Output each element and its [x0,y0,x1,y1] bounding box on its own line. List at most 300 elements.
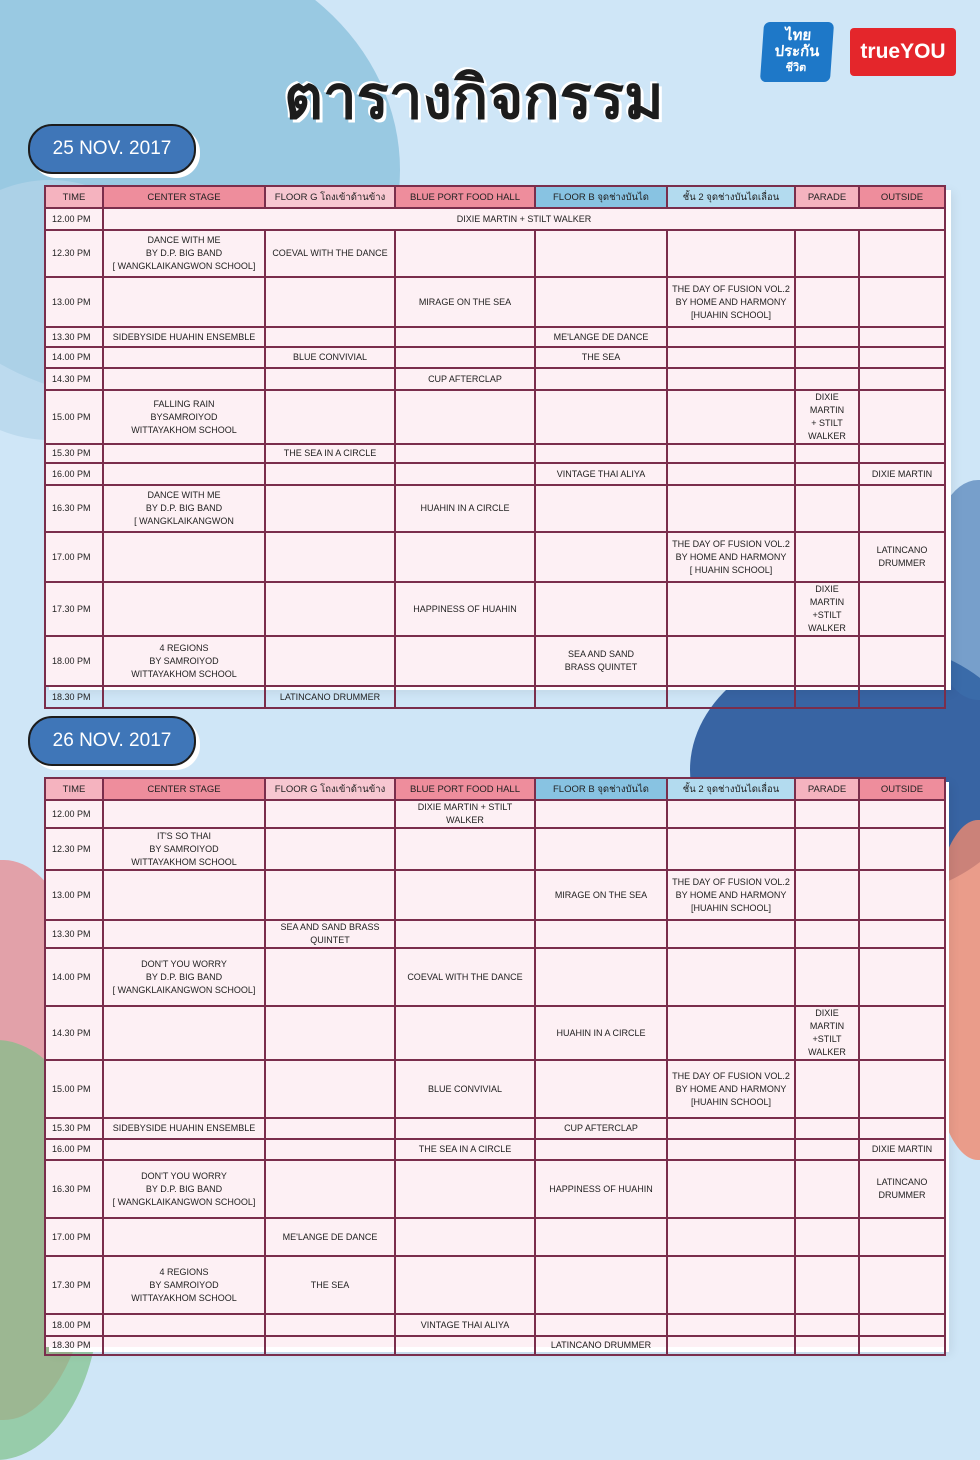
event-line: WITTAYAKHOM SCHOOL [131,668,237,679]
event-cell-fl2 [667,1218,795,1256]
event-cell-outside [859,1006,945,1060]
event-cell-floorg [265,347,395,368]
event-line: [ HUAHIN SCHOOL] [689,564,773,575]
event-cell-blue [395,1314,535,1336]
event-line: VINTAGE THAI ALIYA [420,1319,510,1330]
logo-line-2: ประกัน [773,43,821,60]
event-cell-outside [859,532,945,582]
event-cell-center [103,444,265,463]
event-cell-parade [795,948,859,1006]
event-cell-floorb [535,1314,667,1336]
event-line: +STILT WALKER [808,610,846,633]
event-cell-center [103,1256,265,1314]
event-line: BY SAMROIYOD [149,655,219,666]
event-cell-parade [795,686,859,708]
event-cell-floorg [265,686,395,708]
schedule-sheet-day1 [44,185,946,702]
event-line: FALLING RAIN [153,398,215,409]
event-line: THE SEA [310,1279,350,1290]
event-line: BY D.P. BIG BAND [145,971,223,982]
event-cell-fl2 [667,1139,795,1160]
event-line: DANCE WITH ME [147,490,221,500]
event-line: WITTAYAKHOM SCHOOL [131,1292,237,1303]
event-cell-floorb [535,277,667,327]
event-cell-fl2 [667,485,795,532]
event-cell-outside [859,1314,945,1336]
event-cell-fl2 [667,1314,795,1336]
logo-line-1: ไทย [784,27,812,44]
event-line: THE SEA [581,352,621,362]
event-cell-floorb [535,1218,667,1256]
table-row [45,532,945,582]
time-cell: 14.00 PM [45,948,103,1006]
event-cell-parade [795,532,859,582]
event-cell-fl2 [667,582,795,636]
event-cell-fl2 [667,230,795,277]
table-row [45,1336,945,1355]
event-cell-fl2 [667,444,795,463]
event-line: MIRAGE ON THE SEA [418,296,512,307]
event-cell-floorb [535,463,667,485]
event-cell-floorg [265,1160,395,1218]
time-cell: 12.30 PM [45,230,103,277]
event-cell-blue [395,1256,535,1314]
event-line: BY D.P. BIG BAND [145,503,223,513]
time-cell: 14.00 PM [45,347,103,368]
event-cell-center [103,390,265,444]
header-row [45,186,945,208]
event-line: [ WANGKLAIKANGWON SCHOOL] [112,261,256,271]
time-cell: 15.00 PM [45,1060,103,1118]
event-cell-parade [795,1314,859,1336]
event-cell-outside [859,277,945,327]
table-row [45,1256,945,1314]
event-cell-blue [395,686,535,708]
event-cell-floorg [265,1314,395,1336]
event-line: DIXIE MARTIN [871,1144,933,1154]
event-cell-floorb [535,1006,667,1060]
table-row [45,208,945,230]
table-row [45,485,945,532]
event-cell-outside [859,800,945,828]
event-cell-fl2 [667,1118,795,1139]
event-line: [HUAHIN SCHOOL] [690,902,771,913]
event-cell-fl2 [667,390,795,444]
event-cell-blue [395,1006,535,1060]
event-line: BY D.P. BIG BAND [145,248,223,258]
event-cell-fl2 [667,463,795,485]
event-cell-outside [859,347,945,368]
event-cell-center [103,920,265,948]
time-cell: 17.30 PM [45,582,103,636]
event-cell-floorb [535,686,667,708]
event-line: BRASS QUINTET [564,662,638,672]
event-cell-fl2 [667,347,795,368]
event-cell-outside [859,368,945,390]
event-cell-fl2 [667,828,795,870]
table-row [45,444,945,463]
event-cell-floorg [265,390,395,444]
thai-prakan-logo [760,22,834,82]
event-line: 4 REGIONS [159,1266,209,1277]
table-row [45,1006,945,1060]
event-cell-floorg [265,1006,395,1060]
event-line: DANCE WITH ME [147,235,221,245]
time-cell: 18.00 PM [45,1314,103,1336]
event-cell-blue [395,920,535,948]
event-cell-parade [795,1060,859,1118]
time-cell: 13.30 PM [45,327,103,347]
event-cell-blue [395,582,535,636]
table-row [45,368,945,390]
event-cell-parade [795,828,859,870]
event-cell-center [103,828,265,870]
event-line: LATINCANO [876,545,928,555]
time-cell: 18.00 PM [45,636,103,686]
date-badge-day1: 25 NOV. 2017 [28,124,196,174]
time-cell: 12.00 PM [45,208,103,230]
event-cell-center [103,485,265,532]
event-cell-fl2 [667,1336,795,1355]
event-line: SIDEBYSIDE HUAHIN ENSEMBLE [112,331,256,342]
event-cell-blue [395,277,535,327]
event-cell-parade [795,800,859,828]
event-cell-outside [859,1139,945,1160]
event-cell-fl2 [667,800,795,828]
page-title: ตารางกิจกรรม [284,64,664,131]
event-line: THE DAY OF FUSION VOL.2 [672,876,790,887]
time-cell: 13.00 PM [45,277,103,327]
event-cell-center [103,686,265,708]
event-line: MIRAGE ON THE SEA [554,889,648,900]
event-line: VINTAGE THAI ALIYA [556,468,646,479]
date-badge-day2: 26 NOV. 2017 [28,716,196,766]
event-line: CUP AFTERCLAP [428,373,502,384]
event-cell-blue [395,368,535,390]
event-cell-parade [795,463,859,485]
event-cell-outside [859,870,945,920]
event-cell-center [103,327,265,347]
event-cell-outside [859,636,945,686]
header-row [45,778,945,800]
table-row [45,828,945,870]
event-line: DRUMMER [878,1190,926,1200]
event-cell-outside [859,1060,945,1118]
event-cell-floorg [265,636,395,686]
event-cell-floorg [265,230,395,277]
event-line: SIDEBYSIDE HUAHIN ENSEMBLE [112,1123,256,1133]
event-line: BY HOME AND HARMONY [675,889,787,900]
event-line: LATINCANO DRUMMER [279,691,381,702]
event-cell-fl2 [667,532,795,582]
event-cell-parade [795,368,859,390]
event-cell-floorg [265,463,395,485]
time-cell: 13.30 PM [45,920,103,948]
table-row [45,1139,945,1160]
event-cell-blue [395,1160,535,1218]
event-cell-parade [795,277,859,327]
event-cell-center [103,1218,265,1256]
event-cell-outside [859,1218,945,1256]
trueyou-logo: trueYOU [850,28,956,76]
event-cell-floorg [265,532,395,582]
event-cell-blue [395,1139,535,1160]
event-cell-floorg [265,1118,395,1139]
event-cell-floorg [265,1060,395,1118]
event-line: DIXIE MARTIN [871,468,933,479]
event-cell-floorb [535,948,667,1006]
event-line: LATINCANO [876,1177,928,1187]
event-cell-parade [795,390,859,444]
event-cell-center [103,636,265,686]
event-cell-floorb [535,800,667,828]
table-row [45,800,945,828]
event-line: [ WANGKLAIKANGWON SCHOOL] [112,1196,256,1207]
event-line: BY HOME AND HARMONY [675,551,787,562]
column-header: FLOOR G โถงเข้าด้านข้าง [265,778,395,800]
event-line: THE SEA IN A CIRCLE [418,1144,512,1154]
column-header: TIME [45,186,103,208]
event-cell-blue [395,463,535,485]
time-cell: 17.30 PM [45,1256,103,1314]
time-cell: 15.30 PM [45,444,103,463]
event-cell-blue [395,1336,535,1355]
event-line: BY SAMROIYOD [149,843,219,854]
event-cell-center [103,532,265,582]
event-cell-floorb [535,327,667,347]
event-cell-center [103,582,265,636]
event-line: ME'LANGE DE DANCE [553,331,649,342]
event-line: +STILT WALKER [808,1034,846,1057]
time-cell: 12.00 PM [45,800,103,828]
event-cell-blue [395,870,535,920]
table-row [45,277,945,327]
event-line: HUAHIN IN A CIRCLE [420,503,510,513]
event-cell-outside [859,1336,945,1355]
event-cell-parade [795,1218,859,1256]
column-header: BLUE PORT FOOD HALL [395,778,535,800]
event-cell-blue [395,485,535,532]
event-cell-center [103,1006,265,1060]
event-line: THE SEA IN A CIRCLE [283,448,377,458]
event-line: + STILT WALKER [808,418,846,441]
event-cell-floorb [535,390,667,444]
column-header: ชั้น 2 จุดช่างบันไดเลื่อน [667,778,795,800]
event-cell-blue [395,1118,535,1139]
event-line: [HUAHIN SCHOOL] [690,1096,771,1107]
event-line: DIXIE MARTIN [809,1008,845,1031]
event-cell-outside [859,582,945,636]
event-cell-center [103,277,265,327]
event-cell-blue [395,444,535,463]
event-cell-center [103,1336,265,1355]
time-cell: 17.00 PM [45,532,103,582]
event-cell-center [103,1314,265,1336]
event-cell-blue [395,948,535,1006]
event-cell-floorb [535,1118,667,1139]
event-cell-floorg [265,1336,395,1355]
event-cell-blue [395,636,535,686]
column-header: OUTSIDE [859,186,945,208]
table-row [45,948,945,1006]
time-cell: 15.00 PM [45,390,103,444]
event-cell-center [103,948,265,1006]
event-cell-center [103,800,265,828]
event-cell-fl2 [667,1256,795,1314]
event-cell-outside [859,1256,945,1314]
table-row [45,1118,945,1139]
column-header: CENTER STAGE [103,186,265,208]
event-line: BY HOME AND HARMONY [675,1083,787,1094]
event-line: 4 REGIONS [159,642,209,653]
event-cell-center [103,463,265,485]
time-cell: 18.30 PM [45,686,103,708]
column-header: ชั้น 2 จุดช่างบันไดเลื่อน [667,186,795,208]
event-cell-floorb [535,368,667,390]
column-header: FLOOR B จุดช่างบันได [535,186,667,208]
event-cell-floorg [265,485,395,532]
event-line: SEA AND SAND [567,649,635,659]
time-cell: 14.30 PM [45,1006,103,1060]
column-header: TIME [45,778,103,800]
event-cell-floorb [535,582,667,636]
table-row [45,230,945,277]
event-cell-fl2 [667,1006,795,1060]
event-cell-fl2 [667,277,795,327]
event-cell-floorg [265,1218,395,1256]
event-cell-floorg [265,444,395,463]
table-row [45,390,945,444]
event-cell-blue [395,532,535,582]
event-cell-center [103,347,265,368]
event-cell-parade [795,1256,859,1314]
event-line: DIXIE MARTIN [809,392,845,415]
event-cell-parade [795,1118,859,1139]
event-line: DON'T YOU WORRY [141,1170,227,1181]
time-cell: 16.00 PM [45,1139,103,1160]
event-line: THE DAY OF FUSION VOL.2 [672,1070,790,1081]
event-cell-blue [395,1060,535,1118]
event-cell-outside [859,230,945,277]
event-cell-floorb [535,636,667,686]
event-line: IT'S SO THAI [156,830,212,841]
event-cell-floorb [535,828,667,870]
event-cell-floorg [265,1256,395,1314]
event-cell-parade [795,582,859,636]
table-row [45,870,945,920]
event-line: WITTAYAKHOM SCHOOL [131,424,237,435]
event-cell-parade [795,485,859,532]
event-line: CUP AFTERCLAP [564,1123,638,1133]
time-cell: 17.00 PM [45,1218,103,1256]
event-cell-floorb [535,920,667,948]
event-line: [HUAHIN SCHOOL] [690,309,771,320]
event-line: HUAHIN IN A CIRCLE [556,1027,646,1038]
event-cell-floorb [535,1160,667,1218]
event-cell-outside [859,1118,945,1139]
event-cell-parade [795,230,859,277]
event-cell-blue [395,390,535,444]
event-line: WITTAYAKHOM SCHOOL [131,856,237,867]
event-cell-floorg [265,277,395,327]
event-cell-floorg [265,1139,395,1160]
event-cell-parade [795,920,859,948]
event-cell-center [103,1118,265,1139]
event-cell-floorg [265,920,395,948]
event-cell-blue [395,230,535,277]
event-cell-parade [795,327,859,347]
event-cell-fl2 [667,870,795,920]
event-cell-center [103,230,265,277]
table-row [45,1160,945,1218]
table-row [45,347,945,368]
event-cell-blue [395,800,535,828]
table-row [45,1060,945,1118]
event-line: BY SAMROIYOD [149,1279,219,1290]
event-cell-outside [859,327,945,347]
event-cell-fl2 [667,920,795,948]
event-cell-fl2 [667,948,795,1006]
event-cell-floorb [535,1139,667,1160]
event-line: HAPPINESS OF HUAHIN [413,603,517,614]
event-cell-floorb [535,870,667,920]
event-cell-floorg [265,327,395,347]
event-line: BY HOME AND HARMONY [675,296,787,307]
event-cell-outside [859,920,945,948]
schedule-table-day2 [44,777,946,1356]
event-line: DRUMMER [878,558,926,568]
event-cell-center [103,1139,265,1160]
event-cell-floorg [265,948,395,1006]
event-cell-blue [395,347,535,368]
event-cell-fl2 [667,368,795,390]
table-row [45,686,945,708]
event-line: COEVAL WITH THE DANCE [272,248,388,258]
table-row [45,463,945,485]
time-cell: 16.00 PM [45,463,103,485]
event-cell-outside [859,444,945,463]
time-cell: 13.00 PM [45,870,103,920]
time-cell: 16.30 PM [45,1160,103,1218]
column-header: FLOOR G โถงเข้าด้านข้าง [265,186,395,208]
event-cell: DIXIE MARTIN + STILT WALKER [103,208,945,230]
event-cell-parade [795,444,859,463]
event-cell-outside [859,948,945,1006]
event-cell-floorg [265,800,395,828]
event-cell-floorb [535,1336,667,1355]
event-cell-center [103,1060,265,1118]
event-line: BLUE CONVIVIAL [292,352,368,362]
event-cell-floorg [265,828,395,870]
event-cell-floorb [535,1256,667,1314]
column-header: PARADE [795,186,859,208]
event-line: LATINCANO DRUMMER [550,1340,652,1350]
event-line: [ WANGKLAIKANGWON SCHOOL] [112,984,256,995]
logo-line-3: ชีวิต [785,62,807,74]
event-cell-blue [395,327,535,347]
time-cell: 15.30 PM [45,1118,103,1139]
event-cell-outside [859,686,945,708]
event-line: HAPPINESS OF HUAHIN [549,1183,653,1194]
event-cell-floorb [535,532,667,582]
event-cell-parade [795,870,859,920]
column-header: CENTER STAGE [103,778,265,800]
event-line: SEA AND SAND BRASS QUINTET [280,922,380,945]
event-cell-outside [859,390,945,444]
table-row [45,582,945,636]
event-cell-center [103,870,265,920]
event-cell-parade [795,1006,859,1060]
